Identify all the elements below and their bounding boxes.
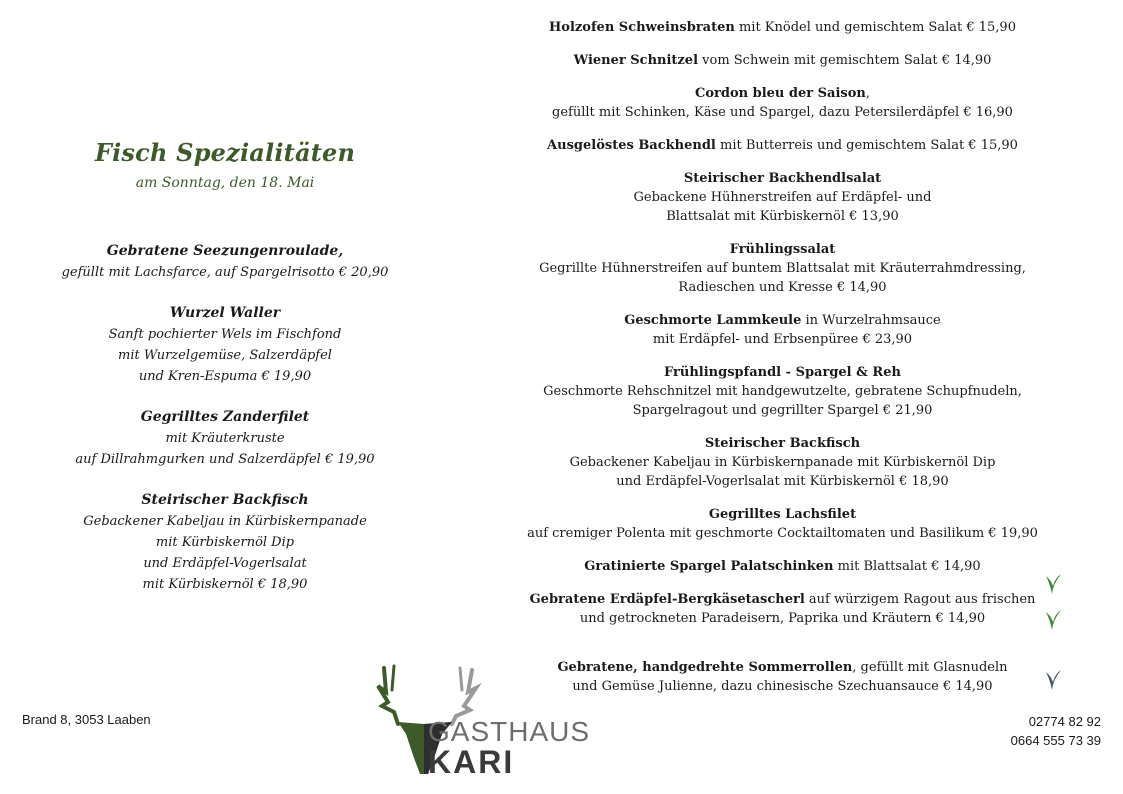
dish-name: Steirischer Backfisch	[704, 436, 861, 451]
fish-menu-item	[40, 490, 410, 595]
main-dishes-list	[520, 18, 1045, 710]
dish-menu-item	[520, 240, 1045, 297]
dish-detail: mit Butterreis und gemischtem Salat € 15,90	[715, 138, 1018, 153]
dish-name: Gebratene, handgedrehte Sommerrollen	[557, 660, 853, 675]
dish-headline	[520, 505, 1045, 524]
dish-menu-item	[520, 363, 1045, 420]
dish-detail: auf würzigem Ragout aus frischen	[804, 592, 1036, 607]
dish-description: und Erdäpfel-Vogerlsalat mit Kürbiskernöl € 18,90	[616, 474, 949, 489]
dish-headline	[520, 311, 1045, 330]
logo-wordmark-bottom: KARI	[428, 744, 515, 780]
dish-detail: mit Blattsalat € 14,90	[833, 559, 981, 574]
fish-menu-item	[40, 303, 410, 387]
dish-name: Ausgelöstes Backhendl	[547, 138, 716, 153]
vegetarian-leaf-icon	[1042, 606, 1064, 632]
dish-description: gefüllt mit Schinken, Käse und Spargel, dazu Petersilerdäpfel € 16,90	[552, 105, 1013, 120]
dish-description: Geschmorte Rehschnitzel mit handgewutzelte, gebratene Schupfnudeln,	[543, 384, 1022, 399]
fish-menu-item	[40, 407, 410, 470]
fish-item-description: Gebackener Kabeljau in Kürbiskernpanade	[83, 514, 367, 529]
dish-menu-item	[520, 434, 1045, 491]
dish-headline	[520, 434, 1045, 453]
dish-headline	[520, 136, 1045, 155]
dish-description: Blattsalat mit Kürbiskernöl € 13,90	[666, 209, 899, 224]
dish-name: Gebratene Erdäpfel-Bergkäsetascherl	[529, 592, 805, 607]
dish-description: mit Erdäpfel- und Erbsenpüree € 23,90	[652, 332, 913, 347]
section-title: Fisch Spezialitäten	[94, 138, 356, 167]
dish-menu-item	[520, 136, 1045, 155]
fish-item-description: mit Wurzelgemüse, Salzerdäpfel	[118, 348, 332, 363]
fish-item-description: auf Dillrahmgurken und Salzerdäpfel € 19,90	[75, 452, 375, 467]
vegan-leaf-icon	[1042, 666, 1064, 692]
fish-item-description: mit Kräuterkruste	[165, 431, 285, 446]
phone-numbers	[1011, 712, 1101, 750]
dish-headline	[520, 51, 1045, 70]
dish-detail: vom Schwein mit gemischtem Salat € 14,90	[698, 53, 992, 68]
dish-headline	[520, 363, 1045, 382]
phone-landline: 02774 82 92	[1028, 714, 1101, 729]
dish-name: Geschmorte Lammkeule	[624, 313, 802, 328]
dish-name: Frühlingspfandl - Spargel & Reh	[664, 365, 901, 380]
dish-headline	[520, 18, 1045, 37]
dish-headline	[520, 240, 1045, 259]
dish-name: Frühlingssalat	[729, 242, 836, 257]
fish-item-name: Gebratene Seezungenroulade,	[106, 243, 344, 259]
dish-menu-item	[520, 18, 1045, 37]
dish-menu-item	[520, 51, 1045, 70]
fish-item-description: mit Kürbiskernöl Dip	[155, 535, 295, 550]
dish-detail: mit Knödel und gemischtem Salat € 15,90	[734, 20, 1016, 35]
dish-menu-item	[520, 590, 1045, 628]
section-date: am Sonntag, den 18. Mai	[135, 175, 315, 191]
fish-specials-section	[40, 138, 410, 615]
dish-headline	[520, 590, 1045, 609]
dish-name: Wiener Schnitzel	[573, 53, 699, 68]
dish-menu-item	[520, 169, 1045, 226]
fish-item-description: Sanft pochierter Wels im Fischfond	[108, 327, 342, 342]
dish-name: Gegrilltes Lachsfilet	[708, 507, 857, 522]
fish-item-description: gefüllt mit Lachsfarce, auf Spargelrisotto € 20,90	[61, 265, 389, 280]
vegetarian-leaf-icon	[1042, 570, 1064, 596]
fish-item-description: mit Kürbiskernöl € 18,90	[142, 577, 308, 592]
fish-list	[40, 241, 410, 595]
fish-item-description: und Erdäpfel-Vogerlsalat	[143, 556, 307, 571]
dish-name: Holzofen Schweinsbraten	[549, 20, 735, 35]
logo-wordmark-top: GASTHAUS	[428, 716, 591, 747]
dish-detail: in Wurzelrahmsauce	[801, 313, 941, 328]
dish-menu-item	[520, 505, 1045, 543]
dish-headline	[520, 557, 1045, 576]
restaurant-address: Brand 8, 3053 Laaben	[22, 712, 151, 727]
fish-item-name: Steirischer Backfisch	[141, 492, 309, 508]
dish-menu-item	[520, 84, 1045, 122]
fish-item-description: und Kren-Espuma € 19,90	[138, 369, 312, 384]
fish-menu-item	[40, 241, 410, 283]
dish-description: Spargelragout und gegrillter Spargel € 21,90	[632, 403, 933, 418]
dish-description: Gebackener Kabeljau in Kürbiskernpanade mit Kürbiskernöl Dip	[569, 455, 996, 470]
dish-headline	[520, 84, 1045, 103]
dish-name: Cordon bleu der Saison	[695, 86, 866, 101]
dish-description: und getrockneten Paradeisern, Paprika und Kräutern € 14,90	[579, 611, 986, 626]
dish-menu-item	[520, 557, 1045, 576]
dish-description: und Gemüse Julienne, dazu chinesische Szechuansauce € 14,90	[572, 679, 993, 694]
dish-name: Gratinierte Spargel Palatschinken	[584, 559, 834, 574]
dish-description: Gegrillte Hühnerstreifen auf buntem Blattsalat mit Kräuterrahmdressing,	[539, 261, 1026, 276]
dish-menu-item	[520, 311, 1045, 349]
dish-description: Radieschen und Kresse € 14,90	[678, 280, 887, 295]
dish-description: Gebackene Hühnerstreifen auf Erdäpfel- und	[633, 190, 932, 205]
phone-mobile: 0664 555 73 39	[1010, 733, 1101, 748]
fish-item-name: Gegrilltes Zanderfilet	[140, 409, 310, 425]
dish-name: Steirischer Backhendlsalat	[683, 171, 882, 186]
fish-item-name: Wurzel Waller	[169, 305, 281, 321]
dish-detail: , gefüllt mit Glasnudeln	[852, 660, 1008, 675]
dish-detail: ,	[865, 86, 870, 101]
dish-description: auf cremiger Polenta mit geschmorte Cocktailtomaten und Basilikum € 19,90	[527, 526, 1038, 541]
dish-headline	[520, 169, 1045, 188]
